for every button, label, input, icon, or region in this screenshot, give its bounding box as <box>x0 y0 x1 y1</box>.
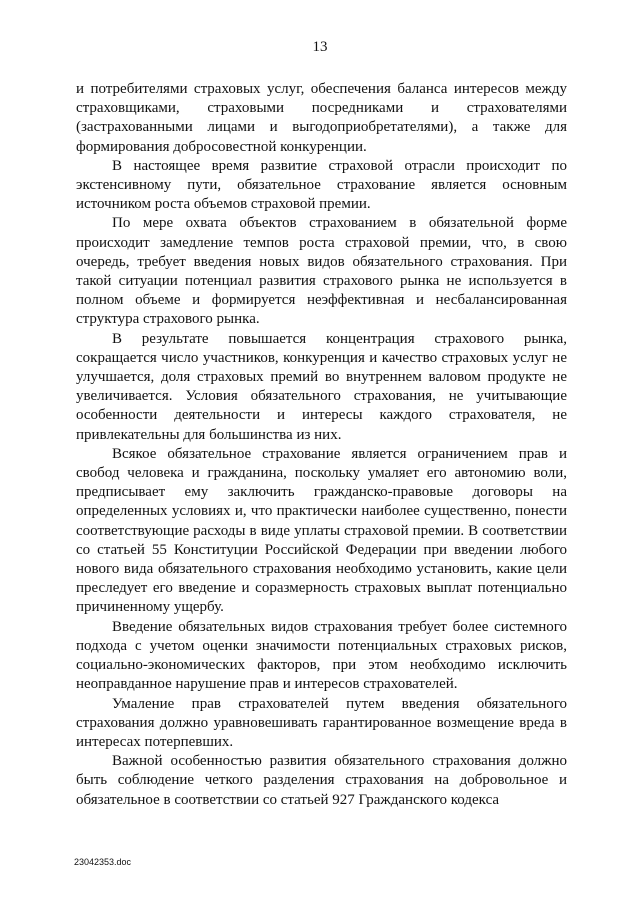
page-number: 13 <box>312 39 328 55</box>
document-filename-footer: 23042353.doc <box>74 857 132 867</box>
paragraph-continuation: и потребителями страховых услуг, обеспечения баланса интересов между страховщиками, страховыми посредниками и страхователями (застрахованными лицами и выгодоприобретателями), а также для формирования добросовестной конкуренции. <box>76 81 567 155</box>
paragraph: Введение обязательных видов страхования требует более системного подхода с учетом оценки значимости потенциальных страховых рисков, социально-экономических факторов, при этом необходимо исключить неоправданное нарушение прав и интересов страхователей. <box>76 618 567 693</box>
document-body <box>76 80 567 810</box>
paragraph: В настоящее время развитие страховой отрасли происходит по экстенсивному пути, обязательное страхование является основным источником роста объемов страховой премии. <box>76 157 567 213</box>
paragraph: По мере охвата объектов страхованием в обязательной форме происходит замедление темпов роста страховой премии, что, в свою очередь, требует введения новых видов обязательного страхования. При такой ситуации потенциал развития страхового рынка не используется в полном объеме и формируется неэффективная и несбалансированная структура страхового рынка. <box>76 215 567 328</box>
paragraph: Умаление прав страхователей путем введения обязательного страхования должно уравновешивать гарантированное возмещение вреда в интересах потерпевших. <box>76 695 567 750</box>
paragraph: Всякое обязательное страхование является ограничением прав и свобод человека и гражданина, поскольку умаляет его автономию воли, предписывает ему заключить гражданско-правовые договоры на определенных условиях и, что практически наиболее существенно, понести соответствующие расходы в виде уплаты страховой премии. В соответствии со статьей 55 Конституции Российской Федерации при введении любого нового вида обязательного страхования необходимо установить, какие цели преследует его введение и соразмерность страховых выплат потенциально причиненному ущербу. <box>76 445 567 616</box>
paragraph: Важной особенностью развития обязательного страхования должно быть соблюдение четкого разделения страхования на добровольное и обязательное в соответствии со статьей 927 Гражданского кодекса <box>76 753 567 808</box>
paragraph: В результате повышается концентрация страхового рынка, сокращается число участников, конкуренция и качество страховых услуг не улучшается, доля страховых премий во внутреннем валовом продукте не увеличивается. Условия обязательного страхования, не учитывающие особенности деятельности и интересы каждого страхователя, не привлекательны для большинства из них. <box>76 330 567 443</box>
